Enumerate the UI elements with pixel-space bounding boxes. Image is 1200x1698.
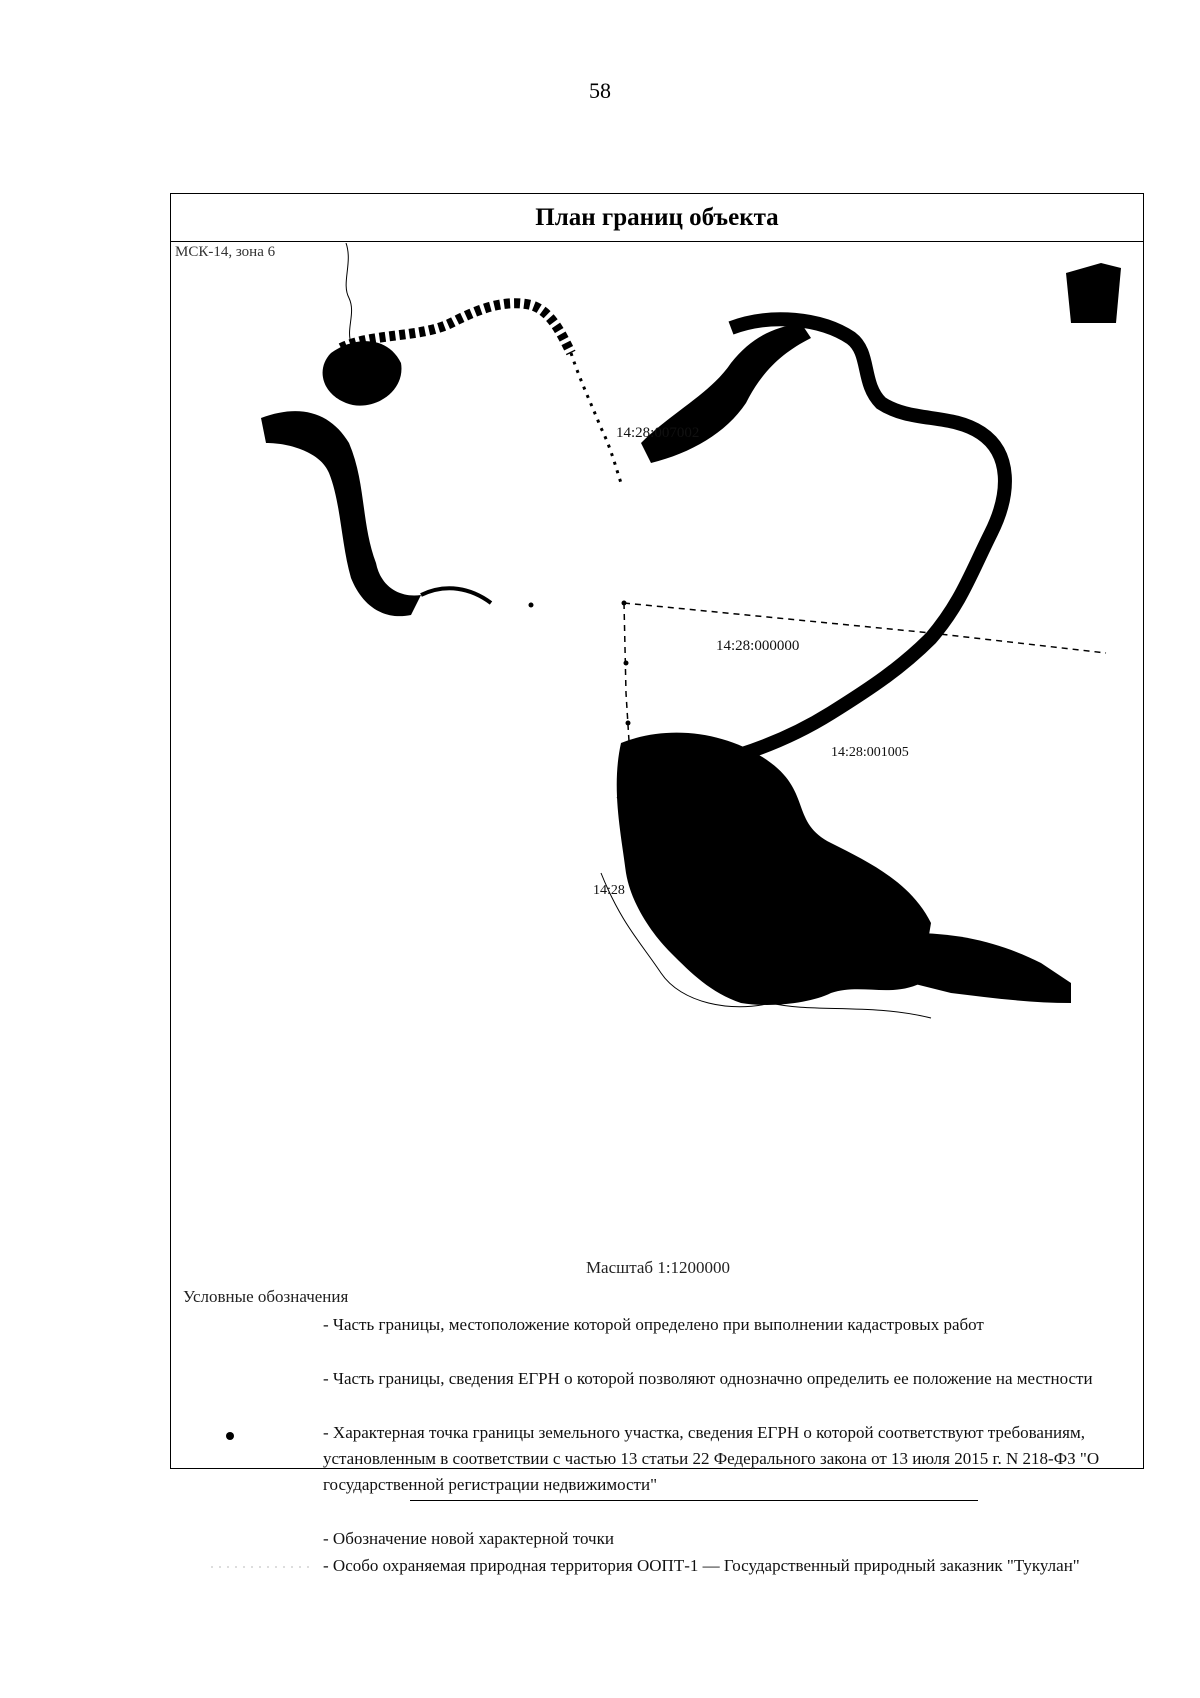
protected-area-hatch-icon <box>211 1557 311 1577</box>
legend-text: - Обозначение новой характерной точки <box>323 1529 614 1548</box>
parcel-label-center: 14:28:000000 <box>716 638 800 654</box>
parcel-label-east: 14:28:001005 <box>831 745 909 760</box>
bottom-rule <box>410 1500 978 1501</box>
hollow-point-icon <box>211 1530 311 1550</box>
parcel-label-north: 14:28:007002 <box>616 425 700 441</box>
boundary-plan-frame <box>170 193 1144 1575</box>
characteristic-point <box>622 601 627 606</box>
north-dotted-boundary <box>571 353 621 483</box>
page-number: 58 <box>589 78 611 103</box>
river-line <box>346 243 352 343</box>
parcel-label-south: 14:28 <box>593 883 625 898</box>
legend-text: - Часть границы, сведения ЕГРН о которой позволяют однозначно определить ее положение на местности <box>323 1369 1093 1388</box>
south-east-mass <box>911 933 1071 1003</box>
south-river-2 <box>771 1003 931 1018</box>
dashed-line-icon <box>211 1370 311 1390</box>
legend-text: - Характерная точка границы земельного участка, сведения ЕГРН о которой соответствуют требованиям, установленным в соответствии с частью 13 статьи 22 Федерального закона от 13 июля 2015 г. N 218-ФЗ "О государственной регистрации недвижимости" <box>323 1423 1100 1494</box>
north-east-mass-1 <box>641 323 811 463</box>
crs-label: МСК-14, зона 6 <box>175 244 276 260</box>
legend-text: - Особо охраняемая природная территория ООПТ-1 — Государственный природный заказник "Тукулан" <box>323 1556 1080 1575</box>
legend-text: - Часть границы, местоположение которой определено при выполнении кадастровых работ <box>323 1315 984 1334</box>
dashed-boundary-north <box>624 603 1106 653</box>
scale-label: Масштаб 1:1200000 <box>585 1258 731 1277</box>
frame-title: План границ объекта <box>171 194 1143 242</box>
solid-line-icon <box>211 1316 311 1336</box>
characteristic-point <box>624 661 629 666</box>
west-river-band <box>261 411 421 616</box>
legend-title: Условные обозначения <box>183 1287 349 1306</box>
northwest-mass <box>323 341 402 406</box>
west-river-tail <box>421 588 491 603</box>
characteristic-point <box>529 603 534 608</box>
characteristic-point <box>626 721 631 726</box>
dot-icon <box>211 1426 311 1446</box>
north-east-band <box>621 319 1005 803</box>
boundary-map <box>171 243 1142 1273</box>
east-edge-mass <box>1066 263 1121 323</box>
south-dark-mass <box>617 733 931 1005</box>
